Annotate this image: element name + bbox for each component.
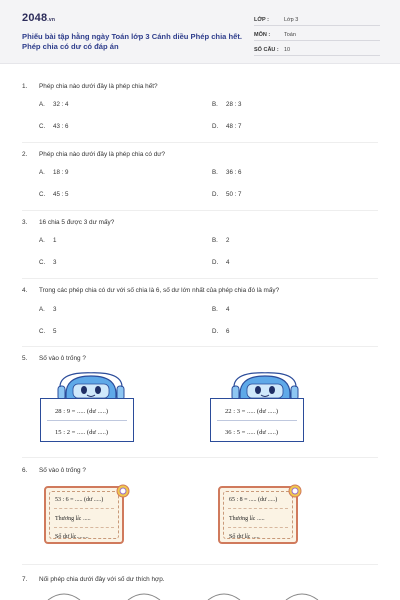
option-c[interactable]: C. 5	[39, 328, 57, 335]
divider	[22, 564, 378, 565]
matching-shape-icon	[206, 591, 242, 600]
fill-in-box	[210, 398, 304, 442]
question-number: 4.	[22, 287, 28, 294]
question-text: Trong các phép chia có dư với số chia là 6, số dư lớn nhất của phép chia đó là mấy?	[39, 287, 280, 294]
fill-in-card	[44, 486, 124, 544]
option-d[interactable]: D. 4	[212, 259, 230, 266]
flower-ring-icon	[116, 484, 130, 498]
remainder-line[interactable]: Số dư là: .....	[229, 534, 260, 540]
option-a[interactable]: A. 18 : 9	[39, 169, 69, 176]
matching-shape-icon	[126, 591, 162, 600]
equation-line[interactable]: 28 : 9 = ..... (dư .....)	[55, 408, 109, 415]
worksheet-title: Phiếu bài tập hằng ngày Toán lớp 3 Cánh diều Phép chia hết. Phép chia có dư có đáp án	[22, 32, 243, 51]
option-a[interactable]: A. 1	[39, 237, 57, 244]
question-number: 1.	[22, 83, 28, 90]
question-text: 16 chia 5 được 3 dư mấy?	[39, 219, 115, 226]
flower-ring-icon	[288, 484, 302, 498]
option-d[interactable]: D. 6	[212, 328, 230, 335]
option-b[interactable]: B. 4	[212, 306, 230, 313]
matching-shape-icon	[284, 591, 320, 600]
option-b[interactable]: B. 2	[212, 237, 230, 244]
site-logo[interactable]: 2048.vn	[22, 12, 56, 24]
option-b[interactable]: B. 36 : 6	[212, 169, 242, 176]
remainder-line[interactable]: Số dư là:........	[55, 534, 89, 540]
equation-line[interactable]: 65 : 8 = ..... (dư .....)	[229, 497, 278, 503]
option-d[interactable]: D. 48 : 7	[212, 123, 242, 130]
question-number: 7.	[22, 576, 28, 583]
divider	[22, 142, 378, 143]
option-c[interactable]: C. 45 : 5	[39, 191, 69, 198]
question-text: Số vào ô trống ?	[39, 467, 86, 474]
option-d[interactable]: D. 50 : 7	[212, 191, 242, 198]
question-number: 5.	[22, 355, 28, 362]
quotient-line[interactable]: Thương là: .....	[229, 516, 265, 522]
equation-line[interactable]: 36 : 5 = ..... (dư .....)	[225, 429, 279, 436]
fill-in-card	[218, 486, 298, 544]
option-c[interactable]: C. 43 : 6	[39, 123, 69, 130]
question-number: 3.	[22, 219, 28, 226]
option-a[interactable]: A. 32 : 4	[39, 101, 69, 108]
meta-row-count: SỐ CÂU : 10	[254, 44, 380, 56]
fill-in-box	[40, 398, 134, 442]
option-a[interactable]: A. 3	[39, 306, 57, 313]
question-text: Phép chia nào dưới đây là phép chia có dư?	[39, 151, 166, 158]
equation-line[interactable]: 22 : 3 = ..... (dư .....)	[225, 408, 279, 415]
divider	[22, 346, 378, 347]
equation-line[interactable]: 15 : 2 = ..... (dư .....)	[55, 429, 109, 436]
option-c[interactable]: C. 3	[39, 259, 57, 266]
option-b[interactable]: B. 28 : 3	[212, 101, 242, 108]
question-text: Nối phép chia dưới đây với số dư thích hợp.	[39, 576, 165, 583]
meta-row-class: LỚP : Lớp 3	[254, 14, 380, 26]
meta-row-subject: MÔN : Toán	[254, 29, 380, 41]
worksheet-header	[0, 0, 400, 64]
question-text: Số vào ô trống ?	[39, 355, 86, 362]
divider	[22, 457, 378, 458]
question-number: 6.	[22, 467, 28, 474]
matching-shape-icon	[46, 591, 82, 600]
quotient-line[interactable]: Thương là: .....	[55, 516, 91, 522]
question-text: Phép chia nào dưới đây là phép chia hết?	[39, 83, 158, 90]
question-number: 2.	[22, 151, 28, 158]
equation-line[interactable]: 53 : 6 = ..... (dư .....)	[55, 497, 104, 503]
divider	[22, 278, 378, 279]
divider	[22, 210, 378, 211]
